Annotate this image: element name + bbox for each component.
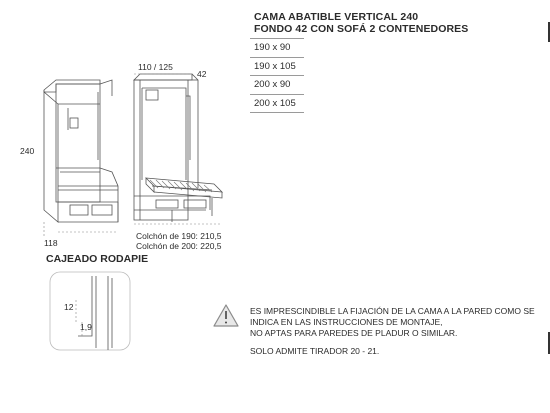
cajeado-depth: 1,9 (80, 322, 92, 332)
width-dimension: 118 (44, 238, 58, 248)
warning-text (250, 306, 535, 339)
warning-line-2: INDICA EN LAS INSTRUCCIONES DE MONTAJE, (250, 317, 443, 327)
warning-line-3: NO APTAS PARA PAREDES DE PLADUR O SIMILAR. (250, 328, 458, 338)
warning-line-1: ES IMPRESCINDIBLE LA FIJACIÓN DE LA CAMA A LA PARED COMO SE (250, 306, 535, 316)
warning-icon (214, 305, 238, 326)
size-row: 190 x 105 (250, 58, 304, 77)
mattress-note-200: Colchón de 200: 220,5 (136, 241, 222, 251)
title-line-2: FONDO 42 CON SOFÁ 2 CONTENEDORES (254, 23, 469, 35)
side-width-dimension: 110 / 125 (138, 62, 173, 72)
mattress-note (136, 231, 222, 251)
size-row: 190 x 90 (250, 38, 304, 58)
cajeado-height: 12 (64, 302, 74, 312)
height-dimension: 240 (20, 146, 35, 156)
handle-note: SOLO ADMITE TIRADOR 20 - 21. (250, 346, 380, 356)
mattress-note-190: Colchón de 190: 210,5 (136, 231, 222, 241)
size-row: 200 x 105 (250, 95, 304, 114)
size-row: 200 x 90 (250, 76, 304, 95)
cajeado-title: CAJEADO RODAPIE (46, 253, 149, 265)
depth-dimension: 42 (197, 69, 207, 79)
title-line-1: CAMA ABATIBLE VERTICAL 240 (254, 11, 419, 23)
